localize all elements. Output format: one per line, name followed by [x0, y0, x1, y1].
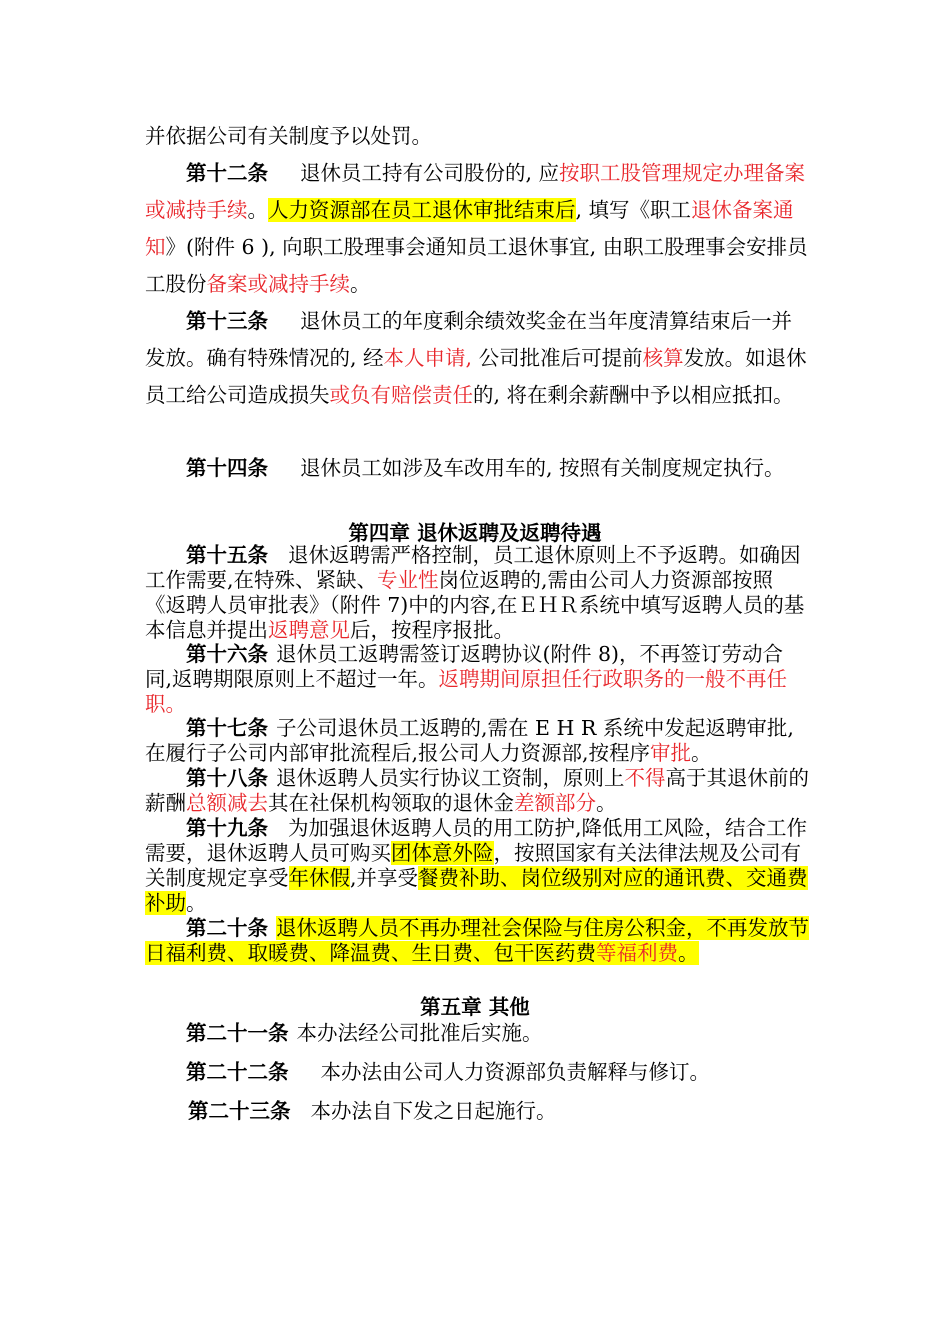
article-22: 第二十二条 本办法由公司人力资源部负责解释与修订。: [186, 1060, 710, 1084]
article-16: 第十六条 退休员工返聘需签订返聘协议(附件 8)，不再签订劳动合同,返聘期限原则上不超过一年。返聘期间原担任行政职务的一般不再任职。: [145, 642, 788, 716]
paragraph-continuation: 并依据公司有关制度予以处罚。: [145, 124, 432, 148]
article-15: 第十五条 退休返聘需严格控制，员工退休原则上不予返聘。如确因工作需要,在特殊、紧缺、专业性岗位返聘的,需由公司人力资源部按照《返聘人员审批表》（附件 7)中的内容,在ＥＨＲ系统中填写返聘人员的基本信息并提出返聘意见后，按程序报批。: [145, 543, 805, 642]
article-18: 第十八条 退休返聘人员实行协议工资制，原则上不得高于其退休前的薪酬总额减去其在社保机构领取的退休金差额部分。: [145, 766, 809, 815]
article-label: 第二十三条: [188, 1099, 291, 1123]
article-label: 第二十二条: [186, 1060, 289, 1084]
article-label: 第十九条: [186, 816, 268, 840]
article-label: 第十五条: [186, 543, 268, 567]
article-20: 第二十条 退休返聘人员不再办理社会保险与住房公积金，不再发放节日福利费、取暖费、降温费、生日费、包干医药费等福利费。: [145, 916, 809, 965]
article-label: 第二十条: [186, 916, 268, 940]
article-13: 第十三条 退休员工的年度剩余绩效奖金在当年度清算结束后一并发放。确有特殊情况的, 经本人申请, 公司批准后可提前核算发放。如退休员工给公司造成损失或负有赔偿责任的, 将在剩余薪酬中予以相应抵扣。: [145, 309, 807, 407]
chapter-5-title: 第五章 其他: [420, 995, 530, 1019]
article-19: 第十九条 为加强退休返聘人员的用工防护,降低用工风险，结合工作需要，退休返聘人员可购买团体意外险，按照国家有关法律法规及公司有关制度规定享受年休假,并享受餐费补助、岗位级别对应的通讯费、交通费补助。: [145, 816, 808, 915]
article-17: 第十七条 子公司退休员工返聘的,需在 E H R 系统中发起返聘审批,在履行子公司内部审批流程后,报公司人力资源部,按程序审批。: [145, 716, 794, 765]
article-label: 第十三条: [186, 309, 268, 333]
article-21: 第二十一条 本办法经公司批准后实施。: [186, 1021, 543, 1045]
article-label: 第十二条: [186, 161, 268, 185]
article-label: 第二十一条: [186, 1021, 289, 1045]
article-12: 第十二条 退休员工持有公司股份的, 应按职工股管理规定办理备案或减持手续。人力资源部在员工退休审批结束后, 填写《职工退休备案通知》(附件 6 ), 向职工股理事会通知员工退休事宜, 由职工股理事会安排员工股份备案或减持手续。: [145, 161, 808, 296]
article-23: 第二十三条 本办法自下发之日起施行。: [188, 1099, 557, 1123]
chapter-4-title: 第四章 退休返聘及返聘待遇: [348, 521, 602, 545]
article-label: 第十八条: [186, 766, 268, 790]
article-label: 第十七条: [186, 716, 268, 740]
article-label: 第十六条: [186, 642, 268, 666]
article-label: 第十四条: [186, 456, 268, 480]
article-14: 第十四条 退休员工如涉及车改用车的, 按照有关制度规定执行。: [186, 456, 785, 480]
